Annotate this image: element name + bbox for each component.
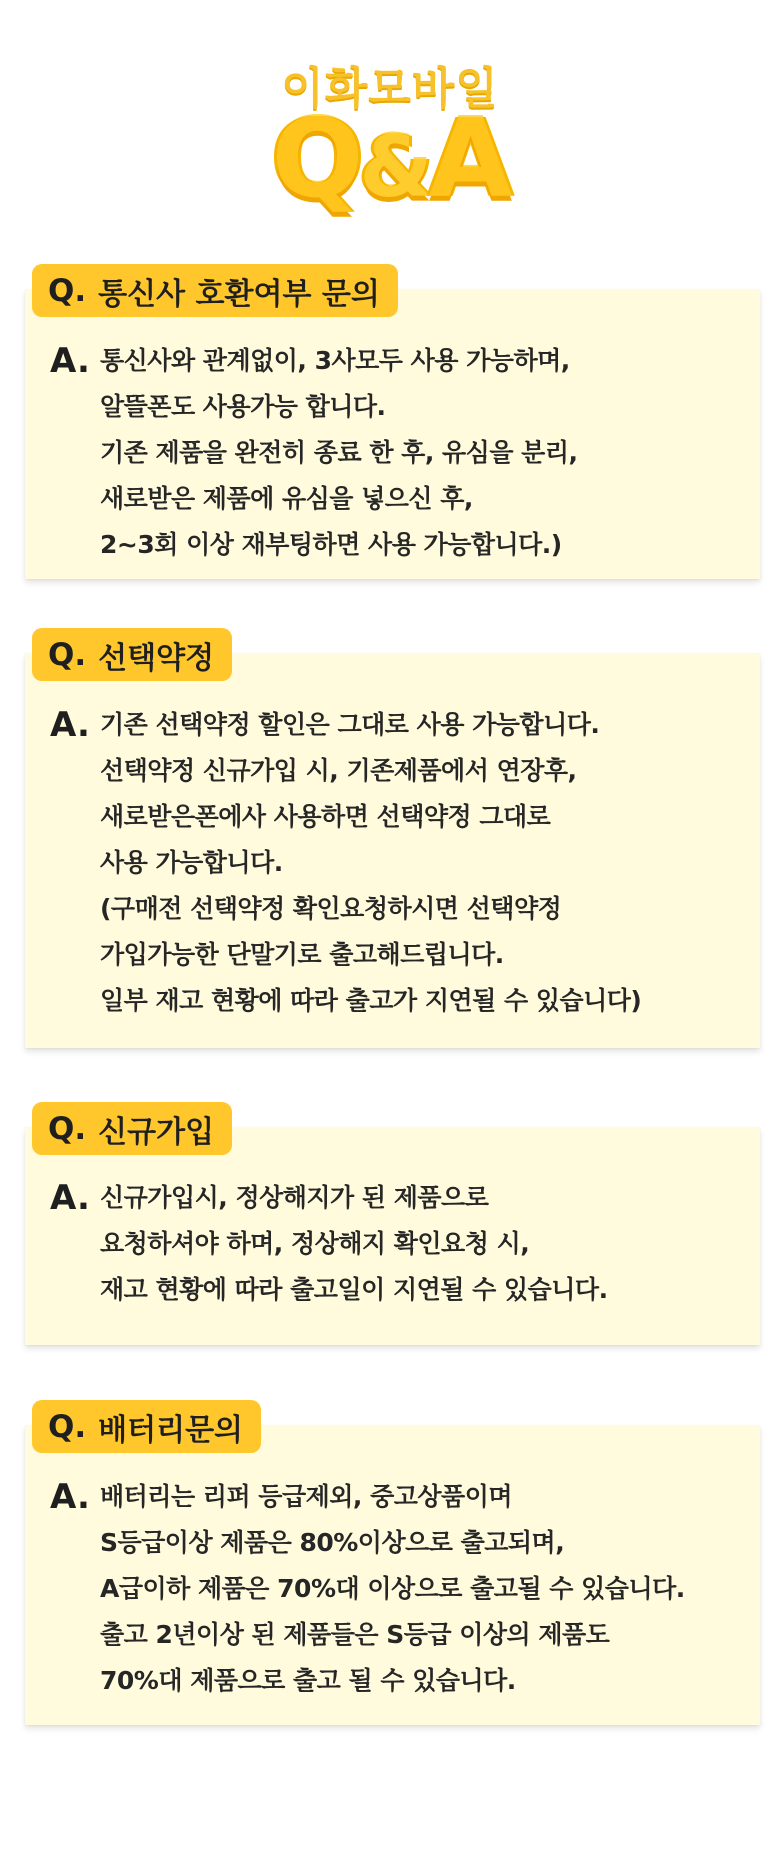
qa-logo [0, 97, 780, 222]
answer-line: 출고 2년이상 된 제품들은 S등급 이상의 제품도 [100, 1620, 610, 1649]
answer-line: 가입가능한 단말기로 출고해드립니다. [100, 940, 504, 969]
a-marker: A. [50, 1178, 90, 1218]
answer-line: 새로받은폰에사 사용하면 선택약정 그대로 [100, 802, 551, 831]
brand-title: 이화모바일 [281, 63, 499, 114]
answer-line: 2~3회 이상 재부팅하면 사용 가능합니다.) [100, 530, 562, 559]
answer-line: S등급이상 제품은 80%이상으로 출고되며, [100, 1528, 565, 1557]
answer-line: 배터리는 리퍼 등급제외, 중고상품이며 [100, 1482, 513, 1511]
answer-text [100, 1474, 765, 1704]
answer-line: 통신사와 관계없이, 3사모두 사용 가능하며, [100, 346, 570, 375]
answer-line: 기존 선택약정 할인은 그대로 사용 가능합니다. [100, 710, 600, 739]
qa-logo-q: Q [271, 97, 360, 222]
question-title: 통신사 호환여부 문의 [98, 276, 380, 312]
answer-line: A급이하 제품은 70%대 이상으로 출고될 수 있습니다. [100, 1574, 685, 1603]
answer-line: (구매전 선택약정 확인요청하시면 선택약정 [100, 894, 562, 923]
answer-line: 사용 가능합니다. [100, 848, 283, 877]
answer-text [100, 338, 765, 568]
a-marker: A. [50, 705, 90, 745]
answer-line: 70%대 제품으로 출고 될 수 있습니다. [100, 1666, 516, 1695]
question-title: 배터리문의 [98, 1412, 244, 1448]
answer-line: 재고 현황에 따라 출고일이 지연될 수 있습니다. [100, 1275, 608, 1304]
header [0, 0, 780, 230]
answer-line: 일부 재고 현황에 따라 출고가 지연될 수 있습니다) [100, 986, 642, 1015]
question-tab [32, 264, 398, 317]
q-marker: Q. [48, 1110, 87, 1147]
qa-logo-amp: & [359, 118, 429, 216]
question-title: 선택약정 [98, 640, 215, 676]
q-marker: Q. [48, 272, 87, 309]
q-marker: Q. [48, 1408, 87, 1445]
answer-line: 선택약정 신규가입 시, 기존제품에서 연장후, [100, 756, 577, 785]
a-marker: A. [50, 1477, 90, 1517]
question-tab [32, 628, 232, 681]
question-title: 신규가입 [98, 1114, 215, 1150]
qa-logo-a: A [428, 97, 509, 222]
question-tab [32, 1102, 232, 1155]
question-tab [32, 1400, 261, 1453]
answer-line: 요청하셔야 하며, 정상해지 확인요청 시, [100, 1229, 530, 1258]
answer-text [100, 702, 765, 1024]
a-marker: A. [50, 341, 90, 381]
answer-line: 새로받은 제품에 유심을 넣으신 후, [100, 484, 473, 513]
answer-line: 기존 제품을 완전히 종료 한 후, 유심을 분리, [100, 438, 578, 467]
q-marker: Q. [48, 636, 87, 673]
answer-line: 알뜰폰도 사용가능 합니다. [100, 392, 386, 421]
answer-line: 신규가입시, 정상해지가 된 제품으로 [100, 1183, 489, 1212]
answer-text [100, 1175, 765, 1313]
